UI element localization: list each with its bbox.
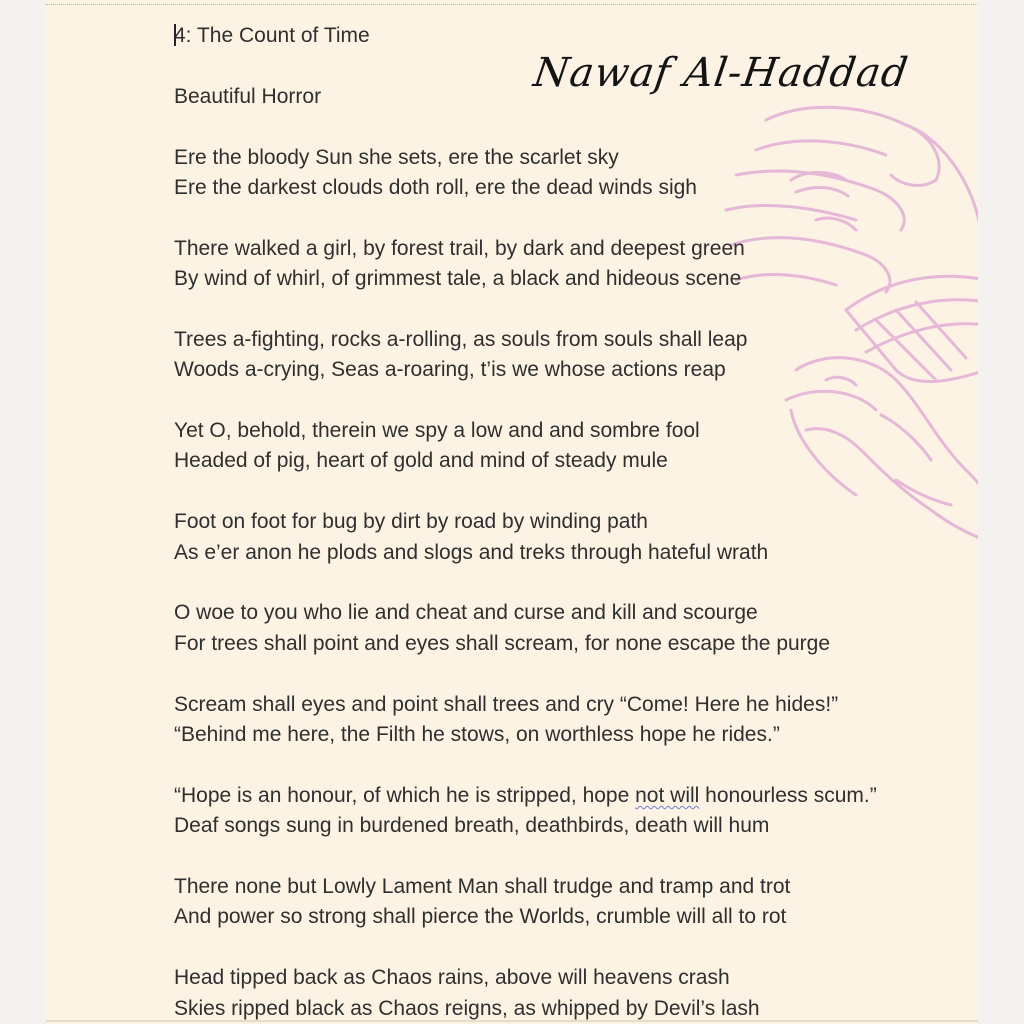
stanza-8-line-1: “Hope is an honour, of which he is stripped, hope not will honourless scum.” bbox=[174, 783, 877, 807]
document-page[interactable] bbox=[46, 0, 978, 1024]
stanza-9-line-1: There none but Lowly Lament Man shall trudge and tramp and trot bbox=[174, 874, 791, 898]
page-bottom-border bbox=[46, 1020, 978, 1022]
stanza-6-line-1: O woe to you who lie and cheat and curse and kill and scourge bbox=[174, 601, 758, 625]
poem-title: 4: The Count of Time bbox=[174, 24, 370, 47]
stanza-7-line-1: Scream shall eyes and point shall trees and cry “Come! Here he hides!” bbox=[174, 692, 839, 716]
poem-text[interactable] bbox=[174, 21, 964, 1024]
stanza-5-line-2: As e’er anon he plods and slogs and treks through hateful wrath bbox=[174, 540, 769, 564]
stanza-10-line-1: Head tipped back as Chaos rains, above will heavens crash bbox=[174, 966, 730, 990]
stanza-4-line-2: Headed of pig, heart of gold and mind of steady mule bbox=[174, 449, 668, 473]
stanza-4-line-1: Yet O, behold, therein we spy a low and and sombre fool bbox=[174, 419, 700, 443]
stanza-3-line-2: Woods a-crying, Seas a-roaring, t’is we whose actions reap bbox=[174, 358, 726, 382]
spellcheck-flagged-words[interactable]: not will bbox=[635, 783, 700, 807]
author-signature: Nawaf Al-Haddad bbox=[530, 50, 912, 96]
stanza-9-line-2: And power so strong shall pierce the Worlds, crumble will all to rot bbox=[174, 905, 787, 929]
stanza-10-line-2: Skies ripped black as Chaos reigns, as whipped by Devil’s lash bbox=[174, 996, 760, 1020]
stanza-1-line-2: Ere the darkest clouds doth roll, ere the dead winds sigh bbox=[174, 175, 697, 199]
stanza-6-line-2: For trees shall point and eyes shall scream, for none escape the purge bbox=[174, 631, 831, 655]
stanza-8-line-2: Deaf songs sung in burdened breath, deathbirds, death will hum bbox=[174, 814, 770, 838]
stanza-3-line-1: Trees a-fighting, rocks a-rolling, as souls from souls shall leap bbox=[174, 327, 748, 351]
stanza-1-line-1: Ere the bloody Sun she sets, ere the scarlet sky bbox=[174, 145, 619, 169]
stanza-5-line-1: Foot on foot for bug by dirt by road by winding path bbox=[174, 510, 648, 534]
page-top-border bbox=[46, 0, 978, 5]
stanza-7-line-2: “Behind me here, the Filth he stows, on worthless hope he rides.” bbox=[174, 722, 780, 746]
stanza-2-line-1: There walked a girl, by forest trail, by dark and deepest green bbox=[174, 236, 745, 260]
stanza-2-line-2: By wind of whirl, of grimmest tale, a black and hideous scene bbox=[174, 267, 742, 291]
poem-subtitle: Beautiful Horror bbox=[174, 84, 322, 108]
